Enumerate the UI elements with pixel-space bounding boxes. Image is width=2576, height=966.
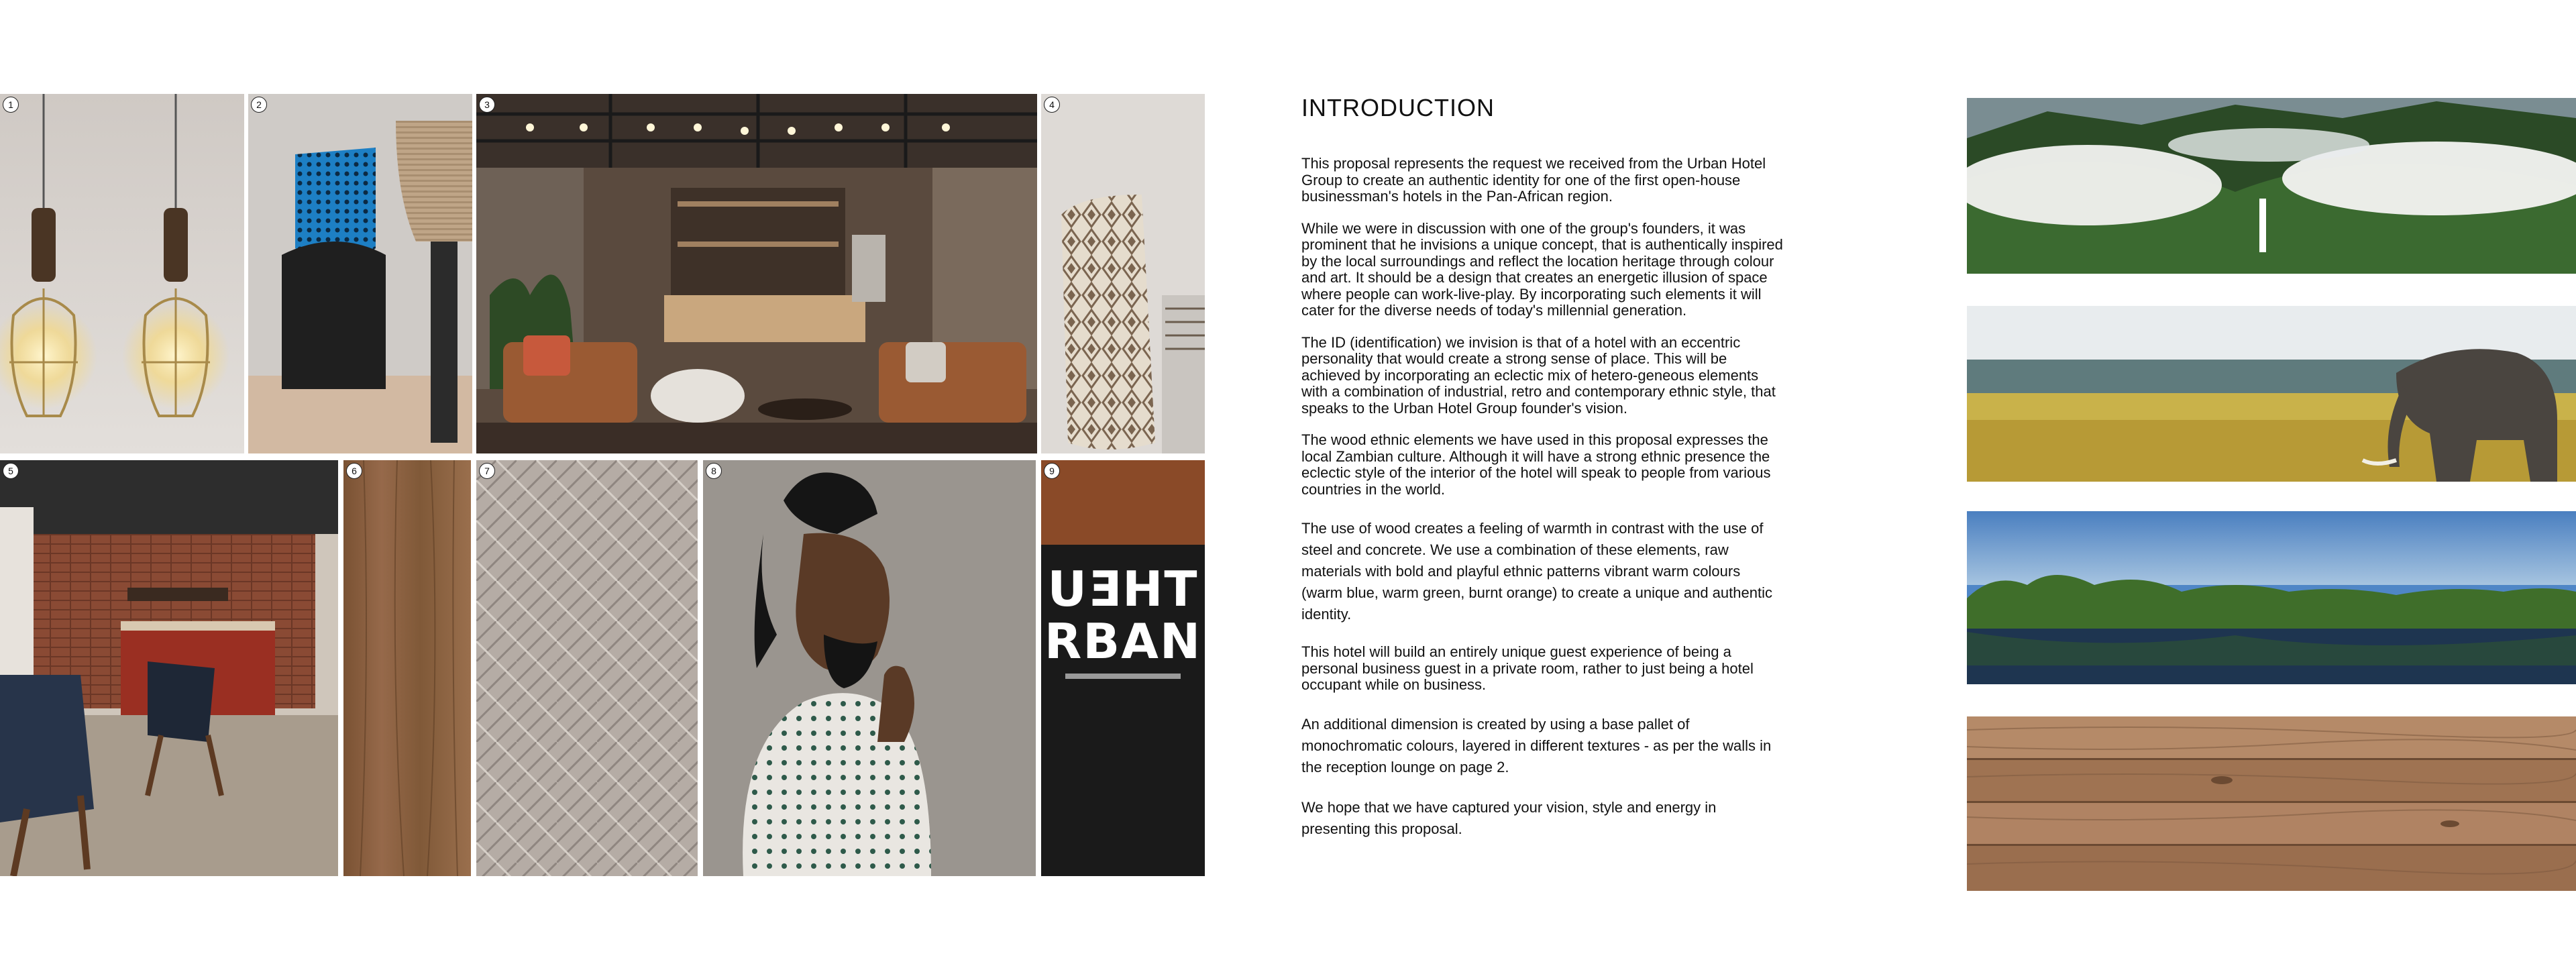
wood-planks-image	[1967, 716, 2576, 891]
river-graphic	[1967, 511, 2576, 684]
brick-lounge-graphic	[0, 460, 338, 876]
river-trees-image	[1967, 511, 2576, 684]
cushion-graphic	[1041, 94, 1205, 453]
wood-sample-graphic	[343, 460, 471, 876]
mountains-graphic	[1967, 98, 2576, 274]
tile-number-5: 5	[3, 463, 19, 479]
pendant-lamps-image	[0, 94, 244, 453]
tile-number-7: 7	[479, 463, 495, 479]
brick-lounge-image	[0, 460, 338, 876]
tile-number-2: 2	[251, 97, 267, 113]
logo-underline	[1065, 674, 1181, 679]
intro-paragraph-7: An additional dimension is created by using a base pallet of monochromatic colours, layered in different textures - as per the walls in the reception lounge on page 2.	[1301, 715, 1772, 775]
intro-paragraph-1: This proposal represents the request we received from the Urban Hotel Group to create an authentic identity for one of the first open-house businessman's hotels in the Pan-African region.	[1301, 155, 1766, 205]
wood-planks-graphic	[1967, 716, 2576, 891]
cushion-image	[1041, 94, 1205, 453]
elephant-savanna-image	[1967, 306, 2576, 482]
tile-number-9: 9	[1044, 463, 1060, 479]
lounge-bar-graphic	[476, 94, 1037, 453]
page-title: INTRODUCTION	[1301, 94, 1495, 121]
elephant-graphic	[1967, 306, 2576, 482]
intro-paragraph-6: This hotel will build an entirely unique guest experience of being a personal business guest in a private room, rather to just being a hotel occupant while on business.	[1301, 643, 1754, 693]
logo-line-1: UƎHT	[1047, 561, 1199, 617]
portrait-graphic	[703, 460, 1036, 876]
logo-accent-band	[1041, 460, 1205, 545]
intro-paragraph-8: We hope that we have captured your vision, style and energy in presenting this proposal.	[1301, 798, 1717, 837]
wood-sample-image	[343, 460, 471, 876]
urban-logo-panel	[1041, 460, 1205, 876]
tile-number-6: 6	[346, 463, 362, 479]
logo-line-2: RBAN	[1044, 613, 1202, 669]
tile-number-8: 8	[706, 463, 722, 479]
herringbone-tiles-image	[476, 460, 698, 876]
intro-body	[1301, 156, 1784, 855]
tile-number-1: 1	[3, 97, 19, 113]
tile-number-3: 3	[479, 97, 495, 113]
intro-paragraph-3: The ID (identification) we invision is that of a hotel with an eccentric personality that would create a strong sense of place. This will be achieved by incorporating an eclectic mix of hetero-geneous elements with a combination of industrial, retro and contemporary ethnic style, that speaks to the Urban Hotel Group founder's vision.	[1301, 333, 1776, 417]
lounge-bar-image	[476, 94, 1037, 453]
vase-stools-image	[248, 94, 472, 453]
portrait-image	[703, 460, 1036, 876]
intro-paragraph-5: The use of wood creates a feeling of warmth in contrast with the use of steel and concrete. We use a combination of these elements, raw materials with bold and playful ethnic patterns vibrant warm colours (warm blue, warm green, burnt orange) to create a unique and authentic identity.	[1301, 520, 1772, 623]
mountains-waterfall-image	[1967, 98, 2576, 274]
vase-stools-graphic	[248, 94, 472, 453]
herringbone-tiles-graphic	[476, 460, 698, 876]
intro-paragraph-4: The wood ethnic elements we have used in this proposal expresses the local Zambian culture. Although it will have a strong ethnic presence the eclectic style of the interior of the hotel will speak to people from various countries in the world.	[1301, 431, 1771, 498]
tile-number-4: 4	[1044, 97, 1060, 113]
intro-paragraph-2: While we were in discussion with one of the group's founders, it was prominent that he invisions a unique concept, that is authentically inspired by the local surroundings and reflect the location heritage through colour and art. It should be a design that creates an energetic illusion of space where people can work-live-play. By incorporating such elements it will cater for the diverse needs of today's millennial generation.	[1301, 219, 1783, 319]
pendant-lamps-graphic	[0, 94, 244, 453]
